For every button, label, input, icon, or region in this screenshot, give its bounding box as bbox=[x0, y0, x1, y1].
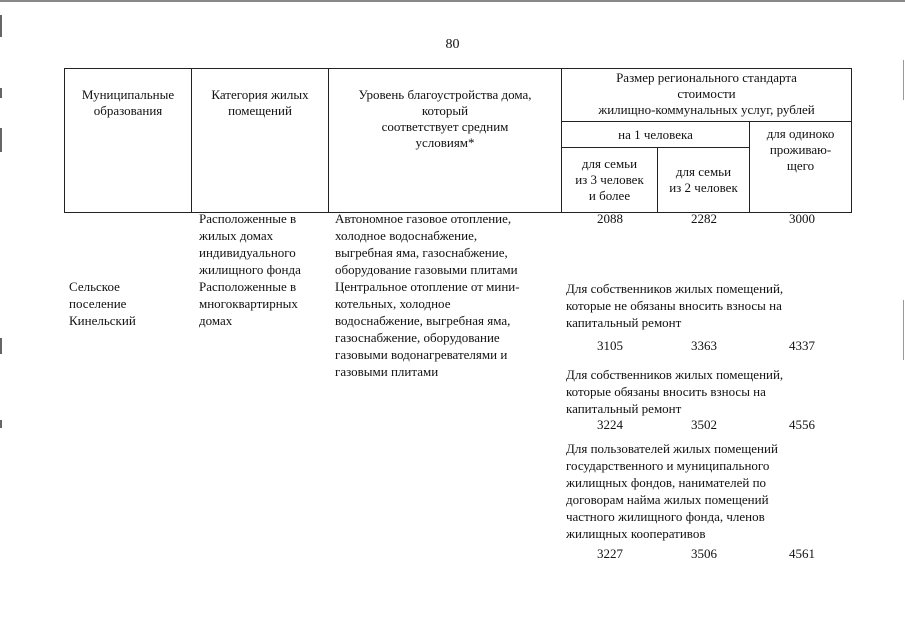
header-improvement-level: Уровень благоустройства дома, который соответствует средним условиям* bbox=[329, 69, 562, 213]
value-single: 4561 bbox=[789, 546, 815, 561]
value-single: 3000 bbox=[789, 211, 815, 226]
value-single: 4556 bbox=[789, 417, 815, 432]
scan-left-mark bbox=[0, 128, 2, 152]
page-number: 80 bbox=[445, 37, 460, 52]
scan-right-mark bbox=[903, 300, 904, 360]
category-individual-houses: Расположенные в жилых домах индивидуального жилищного фонда bbox=[199, 211, 301, 277]
header-category: Категория жилых помещений bbox=[192, 69, 329, 213]
municipality-name: Сельское поселение Кинельский bbox=[69, 279, 136, 328]
header-municipality: Муниципальные образования bbox=[65, 69, 192, 213]
value-family-3: 3105 bbox=[597, 338, 623, 353]
improvement-level-central: Центральное отопление от мини- котельных, холодное водоснабжение, выгребная яма, газоснабжение, оборудование газовыми водонагревателями и газовыми плитами bbox=[335, 279, 520, 379]
header-single-person: для одиноко проживаю- щего bbox=[750, 122, 852, 213]
value-family-3: 3227 bbox=[597, 546, 623, 561]
scan-left-mark bbox=[0, 338, 2, 354]
value-family-3: 2088 bbox=[597, 211, 623, 226]
value-family-2: 3363 bbox=[691, 338, 717, 353]
group-owners-no-contribution-label: Для собственников жилых помещений, которые не обязаны вносить взносы на капитальный ремонт bbox=[566, 281, 784, 330]
scan-right-mark bbox=[903, 60, 904, 100]
header-family-2: для семьи из 2 человек bbox=[658, 147, 750, 212]
scan-left-mark bbox=[0, 88, 2, 98]
group-owners-contribution-label: Для собственников жилых помещений, которые обязаны вносить взносы на капитальный ремонт bbox=[566, 367, 784, 416]
value-single: 4337 bbox=[789, 338, 815, 353]
group-users-label: Для пользователей жилых помещений государственного и муниципального жилищных фондов, нанимателей по договорам найма жилых помещений частного жилищного фонда, членов жилищных кооперативов bbox=[566, 441, 778, 541]
value-family-2: 2282 bbox=[691, 211, 717, 226]
category-apartment-buildings: Расположенные в многоквартирных домах bbox=[199, 279, 298, 328]
scan-left-mark bbox=[0, 420, 2, 428]
improvement-level-autonomous: Автономное газовое отопление, холодное водоснабжение, выгребная яма, газоснабжение, оборудование газовыми плитами bbox=[335, 211, 518, 277]
scan-top-edge bbox=[0, 0, 905, 2]
value-family-3: 3224 bbox=[597, 417, 623, 432]
value-family-2: 3502 bbox=[691, 417, 717, 432]
scan-left-mark bbox=[0, 15, 2, 37]
value-family-2: 3506 bbox=[691, 546, 717, 561]
header-family-3: для семьи из 3 человек и более bbox=[562, 147, 658, 212]
table-header bbox=[64, 68, 852, 213]
header-per-person: на 1 человека bbox=[562, 122, 750, 147]
header-standard-size: Размер регионального стандарта стоимости жилищно-коммунальных услуг, рублей bbox=[562, 69, 852, 122]
